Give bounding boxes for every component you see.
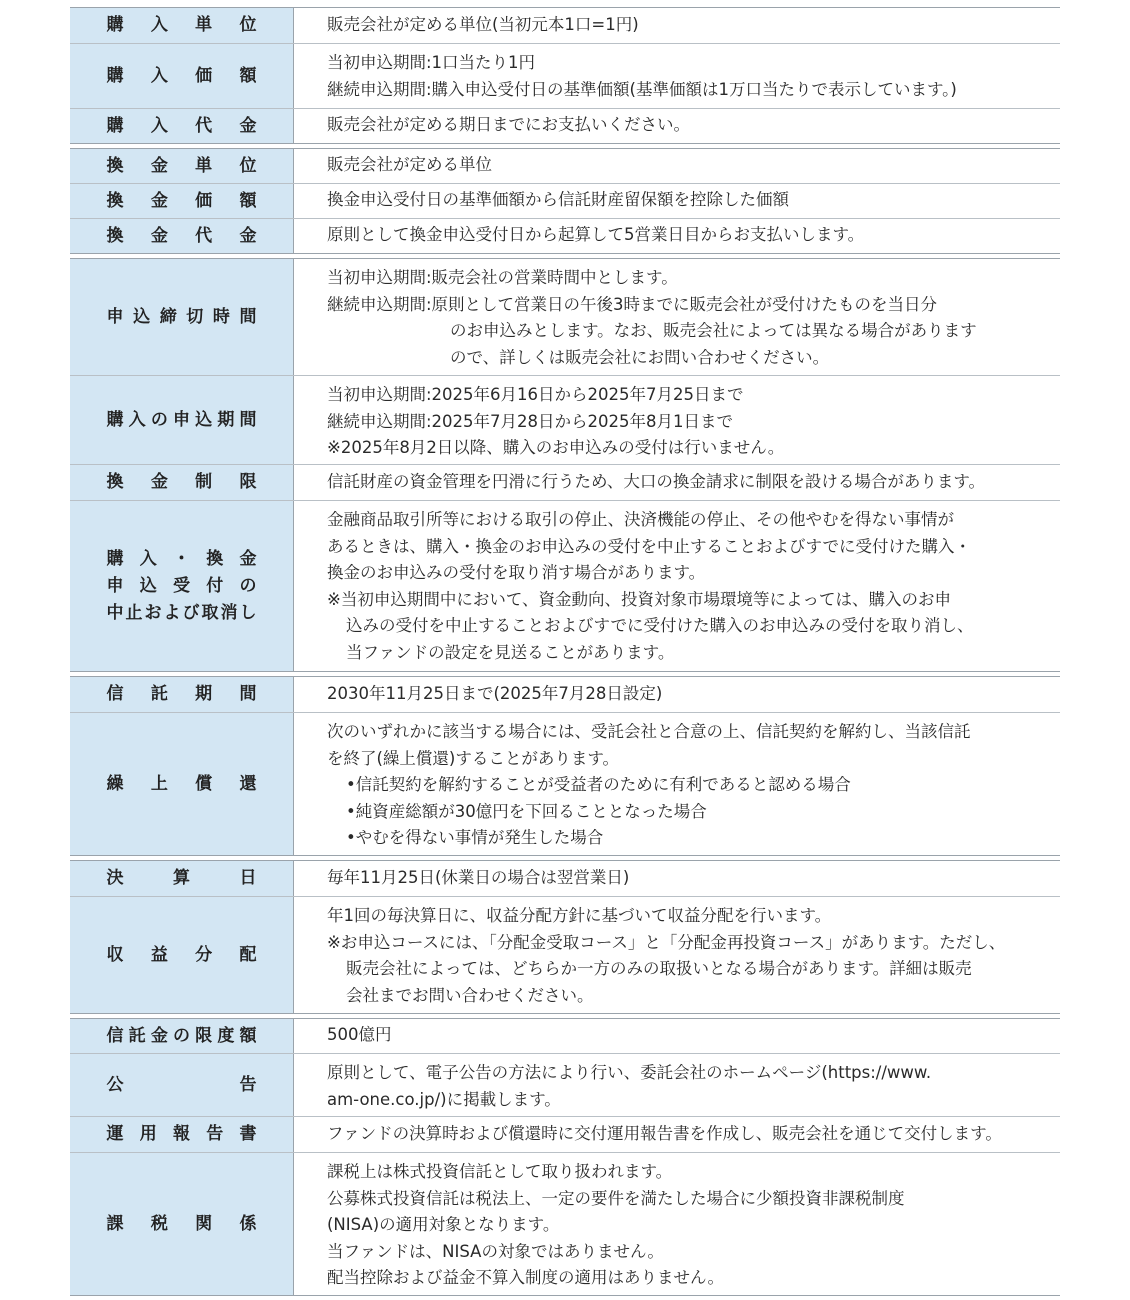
- row-label: 購入の申込期間: [70, 376, 294, 464]
- row-content: 課税上は株式投資信託として取り扱われます。 公募株式投資信託は税法上、一定の要件を満たした場合に少額投資非課税制度 (NISA)の適用対象となります。 当ファンドは、NISAの対象ではありません。 配当控除および益金不算入制度の適用はありません。: [327, 1162, 905, 1287]
- table-row: [70, 43, 1060, 108]
- row-label: 公告: [70, 1054, 294, 1116]
- row-content: 信託財産の資金管理を円滑に行うため、大口の換金請求に制限を設ける場合があります。: [327, 472, 986, 491]
- row-label: 繰上償還: [70, 713, 294, 855]
- settlement-group: [70, 860, 1060, 1014]
- table-row: [70, 712, 1060, 855]
- table-row: [70, 1152, 1060, 1295]
- row-label: 購入価額: [70, 44, 294, 108]
- row-label: 信託期間: [70, 677, 294, 712]
- row-label: 購入・換金 申込受付の 中止および取消し: [70, 501, 294, 671]
- table-row: [70, 500, 1060, 671]
- row-label: 換金制限: [70, 465, 294, 500]
- redemption-group: [70, 148, 1060, 254]
- row-label: 換金単位: [70, 149, 294, 183]
- table-row: [70, 1116, 1060, 1152]
- table-row: [70, 861, 1060, 896]
- table-row: [70, 218, 1060, 253]
- row-label: 運用報告書: [70, 1117, 294, 1152]
- row-content: 販売会社が定める期日までにお支払いください。: [327, 115, 690, 134]
- trust-period-group: [70, 676, 1060, 856]
- row-label: 換金価額: [70, 184, 294, 218]
- row-label: 申込締切時間: [70, 259, 294, 375]
- table-row: [70, 108, 1060, 143]
- application-group: [70, 258, 1060, 672]
- table-row: [70, 896, 1060, 1013]
- row-content: 2030年11月25日まで(2025年7月28日設定): [327, 684, 663, 703]
- row-content: ファンドの決算時および償還時に交付運用報告書を作成し、販売会社を通じて交付します。: [327, 1124, 1002, 1143]
- row-label: 購入代金: [70, 109, 294, 143]
- table-row: [70, 149, 1060, 183]
- row-content: 原則として換金申込受付日から起算して5営業日目からお支払いします。: [327, 225, 865, 244]
- table-row: [70, 8, 1060, 43]
- purchase-group: [70, 7, 1060, 144]
- row-label: 課税関係: [70, 1153, 294, 1295]
- row-label: 決算日: [70, 861, 294, 896]
- table-row: [70, 1053, 1060, 1116]
- row-content: 次のいずれかに該当する場合には、受託会社と合意の上、信託契約を解約し、当該信託 を終了(繰上償還)することがあります。 •信託契約を解約することが受益者のために有利であると認める場合 •純資産総額が30億円を下回ることとなった場合 •やむを得ない事情が発生した場合: [327, 722, 971, 847]
- row-content: 年1回の毎決算日に、収益分配方針に基づいて収益分配を行います。 ※お申込コースには、「分配金受取コース」と「分配金再投資コース」があります。ただし、 販売会社によっては、どちらか一方のみの取扱いとなる場合があります。詳細は販売 会社までお問い合わせください。: [327, 906, 1006, 1005]
- row-content: 販売会社が定める単位(当初元本1口=1円): [327, 15, 639, 34]
- row-content: 毎年11月25日(休業日の場合は翌営業日): [327, 868, 630, 887]
- row-content: 当初申込期間:販売会社の営業時間中とします。 継続申込期間:原則として営業日の午後3時までに販売会社が受付けたものを当日分 のお申込みとします。なお、販売会社によっては異なる場合があります ので、詳しくは販売会社にお問い合わせください。: [327, 268, 977, 367]
- row-content: 500億円: [327, 1025, 392, 1044]
- row-label: 換金代金: [70, 219, 294, 253]
- row-content: 原則として、電子公告の方法により行い、委託会社のホームページ(https://www. am-one.co.jp/)に掲載します。: [327, 1063, 932, 1109]
- row-label: 収益分配: [70, 897, 294, 1013]
- row-content: 当初申込期間:2025年6月16日から2025年7月25日まで 継続申込期間:2025年7月28日から2025年8月1日まで ※2025年8月2日以降、購入のお申込みの受付は行いません。: [327, 385, 785, 457]
- fund-terms-table: [70, 7, 1060, 1300]
- row-content: 金融商品取引所等における取引の停止、決済機能の停止、その他やむを得ない事情が あるときは、購入・換金のお申込みの受付を中止することおよびすでに受付けた購入・ 換金のお申込みの受付を取り消す場合があります。 ※当初申込期間中において、資金動向、投資対象市場環境等によっては、購入のお申 込みの受付を中止することおよびすでに受付けた購入のお申込みの受付を取り消し、 当ファンドの設定を見送ることがあります。: [327, 510, 974, 662]
- table-row: [70, 677, 1060, 712]
- table-row: [70, 183, 1060, 218]
- table-row: [70, 464, 1060, 500]
- table-row: [70, 375, 1060, 464]
- row-label: 信託金の限度額: [70, 1019, 294, 1053]
- row-content: 当初申込期間:1口当たり1円 継続申込期間:購入申込受付日の基準価額(基準価額は1万口当たりで表示しています。): [327, 53, 957, 99]
- row-content: 販売会社が定める単位: [327, 155, 492, 174]
- row-label: 購入単位: [70, 8, 294, 43]
- row-content: 換金申込受付日の基準価額から信託財産留保額を控除した価額: [327, 190, 789, 209]
- other-group: [70, 1018, 1060, 1296]
- table-row: [70, 1019, 1060, 1053]
- table-row: [70, 259, 1060, 375]
